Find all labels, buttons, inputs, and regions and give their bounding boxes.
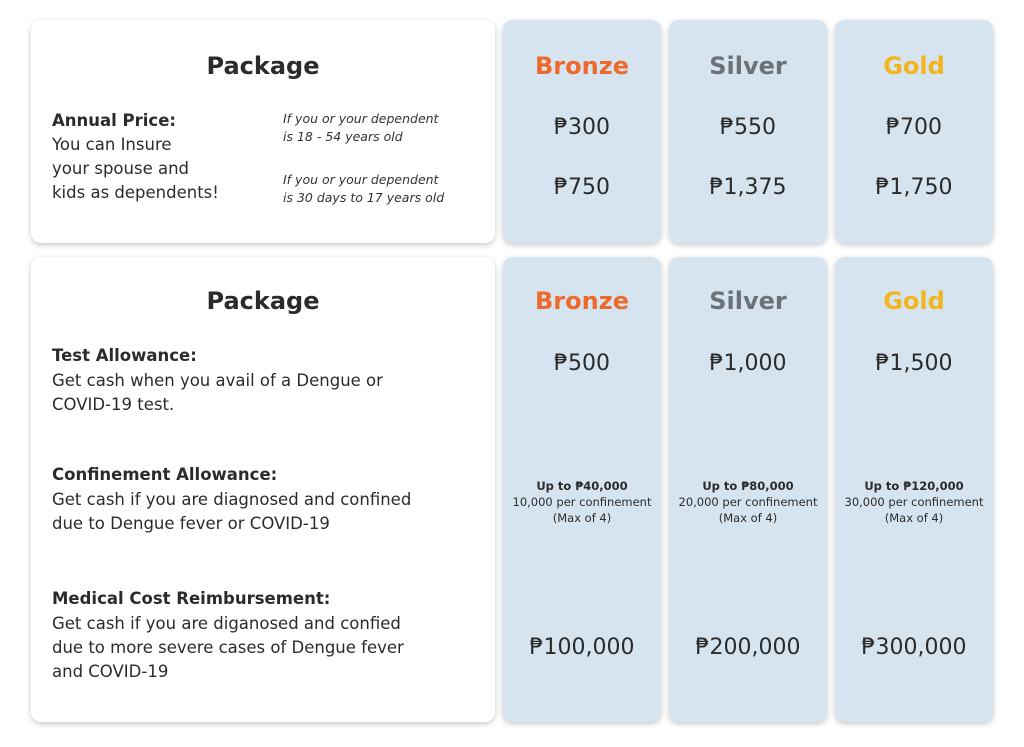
confinement-note: (Max of 4) <box>884 511 944 525</box>
description-line: COVID-19 test. <box>52 395 175 414</box>
confinement-per: 10,000 per confinement <box>512 495 652 509</box>
confinement-per: 20,000 per confinement <box>678 495 818 509</box>
silver-test-allowance: ₱1,000 <box>709 351 787 376</box>
benefits-label-card <box>31 257 495 722</box>
confinement-per: 30,000 per confinement <box>844 495 984 509</box>
note-line: If you or your dependent <box>283 172 439 187</box>
package-title: Package <box>206 52 320 80</box>
annual-price-label-card <box>31 20 495 243</box>
bronze-confinement-allowance <box>503 478 661 526</box>
bronze-title: Bronze <box>535 52 629 80</box>
gold-medical-reimbursement: ₱300,000 <box>861 635 967 660</box>
test-allowance-label: Test Allowance: <box>52 346 197 365</box>
child-dependent-note <box>283 171 444 207</box>
gold-confinement-allowance <box>835 478 993 526</box>
description-line: You can Insure <box>52 135 172 154</box>
note-line: is 18 - 54 years old <box>283 129 403 144</box>
description-line: kids as dependents! <box>52 183 219 202</box>
bronze-price-card <box>503 20 661 243</box>
description-line: and COVID-19 <box>52 662 169 681</box>
bronze-child-price: ₱750 <box>554 175 610 200</box>
description-line: Get cash if you are diagnosed and confined <box>52 490 412 509</box>
description-line: Get cash when you avail of a Dengue or <box>52 371 383 390</box>
confinement-max: Up to ₱40,000 <box>536 479 628 493</box>
silver-title: Silver <box>709 52 787 80</box>
gold-title: Gold <box>883 52 945 80</box>
description-line: your spouse and <box>52 159 190 178</box>
bronze-benefits-card <box>503 257 661 722</box>
silver-benefits-card <box>669 257 827 722</box>
description-line: due to Dengue fever or COVID-19 <box>52 514 330 533</box>
note-line: If you or your dependent <box>283 111 439 126</box>
gold-benefits-card <box>835 257 993 722</box>
gold-child-price: ₱1,750 <box>875 175 953 200</box>
gold-test-allowance: ₱1,500 <box>875 351 953 376</box>
bronze-medical-reimbursement: ₱100,000 <box>529 635 635 660</box>
confinement-max: Up to ₱120,000 <box>864 479 964 493</box>
confinement-allowance-description <box>52 488 411 536</box>
confinement-max: Up to ₱80,000 <box>702 479 794 493</box>
silver-adult-price: ₱550 <box>720 115 776 140</box>
bronze-test-allowance: ₱500 <box>554 351 610 376</box>
gold-adult-price: ₱700 <box>886 115 942 140</box>
silver-child-price: ₱1,375 <box>709 175 787 200</box>
bronze-adult-price: ₱300 <box>554 115 610 140</box>
gold-price-card <box>835 20 993 243</box>
silver-price-card <box>669 20 827 243</box>
adult-dependent-note <box>283 110 438 146</box>
confinement-allowance-label: Confinement Allowance: <box>52 465 278 484</box>
annual-price-label: Annual Price: <box>52 111 176 130</box>
gold-title: Gold <box>883 287 945 315</box>
silver-medical-reimbursement: ₱200,000 <box>695 635 801 660</box>
confinement-note: (Max of 4) <box>552 511 612 525</box>
annual-price-description <box>52 133 219 205</box>
silver-title: Silver <box>709 287 787 315</box>
package-title: Package <box>206 287 320 315</box>
silver-confinement-allowance <box>669 478 827 526</box>
note-line: is 30 days to 17 years old <box>283 190 445 205</box>
description-line: Get cash if you are diganosed and confied <box>52 614 401 633</box>
bronze-title: Bronze <box>535 287 629 315</box>
test-allowance-description <box>52 369 383 417</box>
medical-reimbursement-description <box>52 612 404 684</box>
medical-reimbursement-label: Medical Cost Reimbursement: <box>52 589 331 608</box>
confinement-note: (Max of 4) <box>718 511 778 525</box>
description-line: due to more severe cases of Dengue fever <box>52 638 404 657</box>
